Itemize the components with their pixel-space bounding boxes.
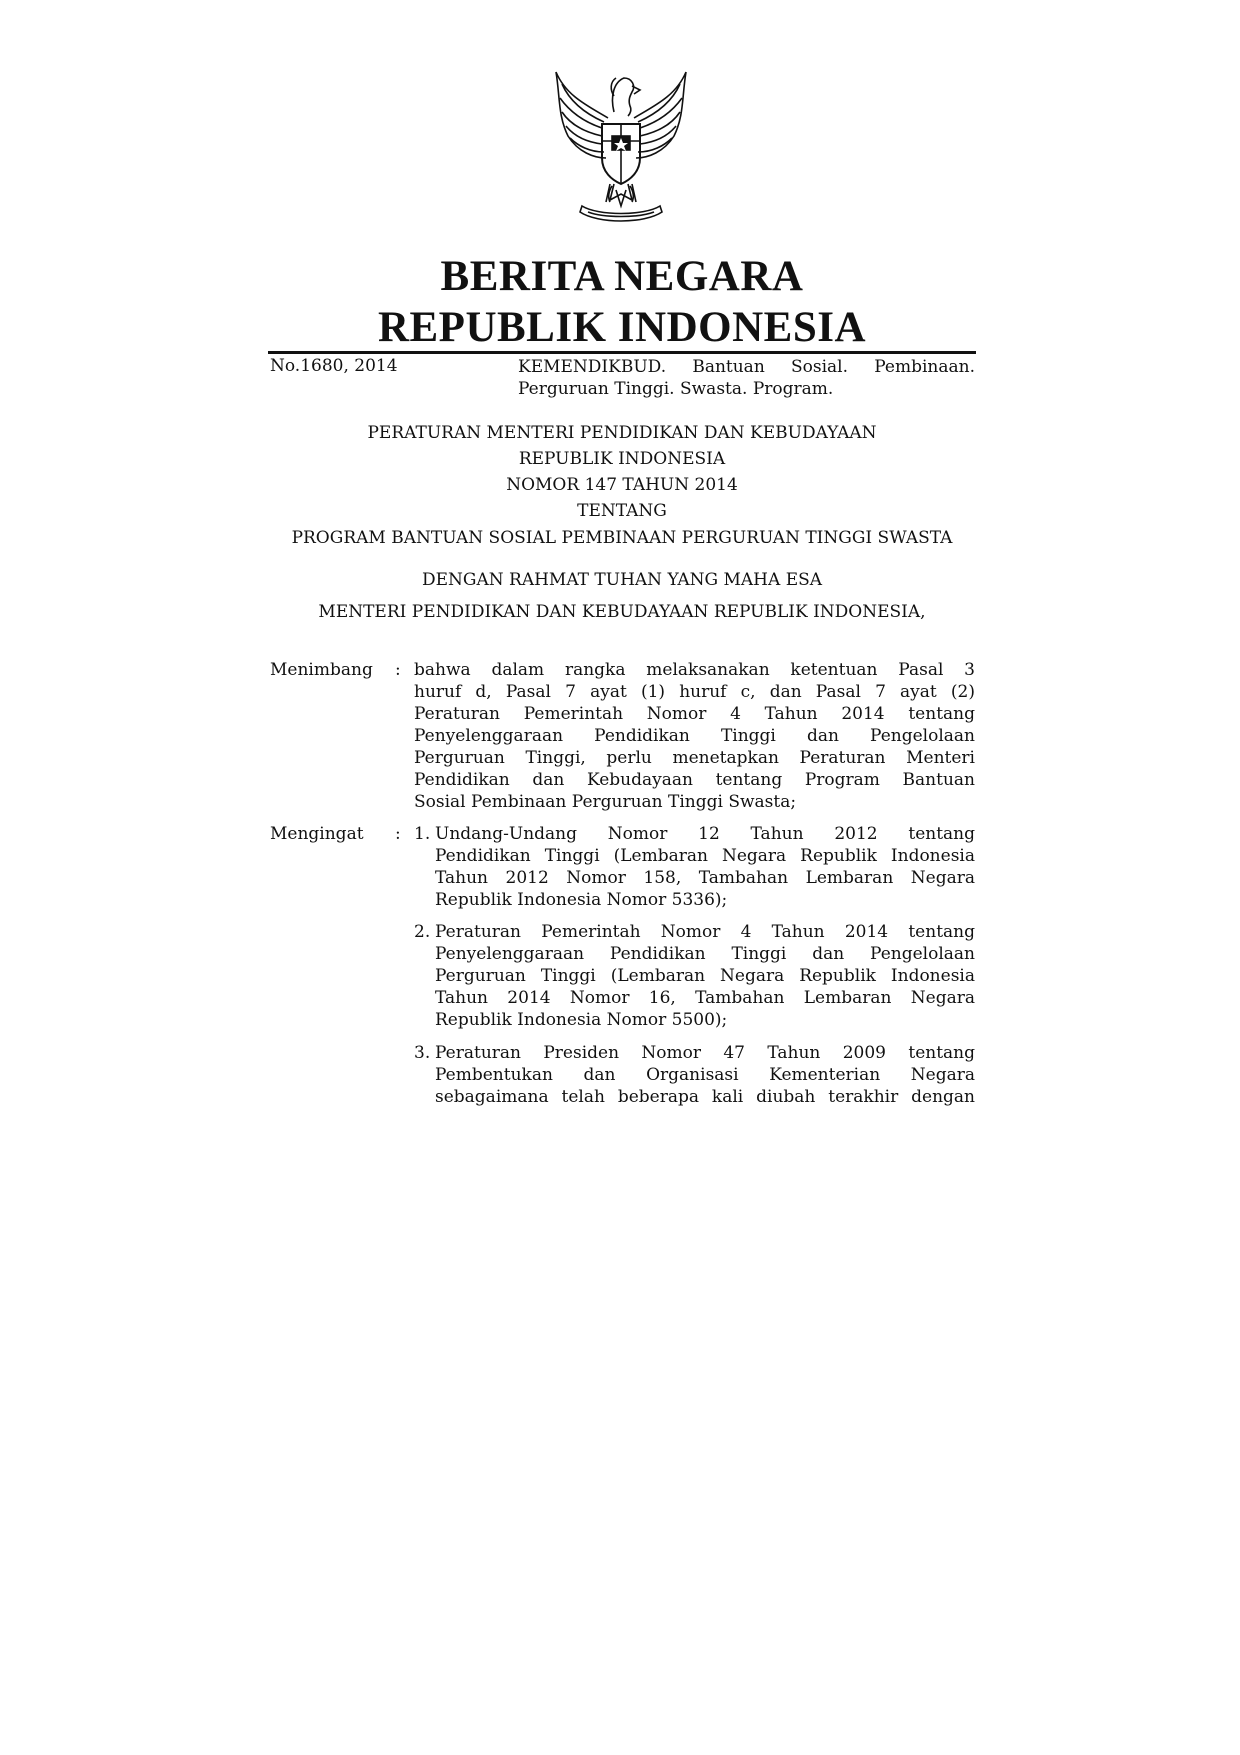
text-line: Penyelenggaraan Pendidikan Tinggi dan Pengelolaan bbox=[435, 944, 975, 964]
subject-line-2: Perguruan Tinggi. Swasta. Program. bbox=[518, 379, 834, 399]
list-item bbox=[435, 823, 975, 911]
text-line: Pembentukan dan Organisasi Kementerian Negara bbox=[435, 1065, 975, 1085]
invocation: DENGAN RAHMAT TUHAN YANG MAHA ESA bbox=[421, 570, 823, 590]
subject-line-1: KEMENDIKBUD. Bantuan Sosial. Pembinaan. bbox=[518, 357, 975, 377]
document-number: No.1680, 2014 bbox=[270, 356, 398, 376]
text-line: Undang-Undang Nomor 12 Tahun 2012 tentang bbox=[435, 824, 975, 844]
text-line: huruf d, Pasal 7 ayat (1) huruf c, dan Pasal 7 ayat (2) bbox=[414, 682, 975, 702]
masthead-divider bbox=[268, 351, 976, 354]
masthead-title: BERITA NEGARA bbox=[440, 253, 804, 300]
text-line: sebagaimana telah beberapa kali diubah terakhir dengan bbox=[435, 1087, 975, 1107]
text-line: Republik Indonesia Nomor 5500); bbox=[435, 1010, 728, 1030]
regulation-number: NOMOR 147 TAHUN 2014 bbox=[506, 475, 738, 495]
text-line: Peraturan Presiden Nomor 47 Tahun 2009 tentang bbox=[435, 1043, 975, 1063]
regulation-subject: PROGRAM BANTUAN SOSIAL PEMBINAAN PERGURUAN TINGGI SWASTA bbox=[291, 528, 953, 548]
text-line: bahwa dalam rangka melaksanakan ketentuan Pasal 3 bbox=[414, 660, 975, 680]
list-item-number: 1. bbox=[414, 824, 431, 844]
text-line: Pendidikan dan Kebudayaan tentang Program Bantuan bbox=[414, 770, 975, 790]
regulation-title-line: PERATURAN MENTERI PENDIDIKAN DAN KEBUDAYAAN bbox=[367, 423, 877, 443]
text-line: Perguruan Tinggi, perlu menetapkan Peraturan Menteri bbox=[414, 748, 975, 768]
issuer: MENTERI PENDIDIKAN DAN KEBUDAYAAN REPUBLIK INDONESIA, bbox=[318, 602, 926, 622]
list-item bbox=[435, 1042, 975, 1108]
text-line: Pendidikan Tinggi (Lembaran Negara Republik Indonesia bbox=[435, 846, 975, 866]
text-line: Peraturan Pemerintah Nomor 4 Tahun 2014 tentang bbox=[414, 704, 975, 724]
menimbang-colon: : bbox=[395, 660, 401, 680]
regulation-title-line: REPUBLIK INDONESIA bbox=[518, 449, 726, 469]
regulation-title-line: TENTANG bbox=[577, 501, 667, 521]
menimbang-text bbox=[414, 659, 975, 813]
mengingat-label: Mengingat bbox=[270, 824, 364, 844]
masthead-subtitle: REPUBLIK INDONESIA bbox=[377, 304, 867, 351]
mengingat-colon: : bbox=[395, 824, 401, 844]
text-line: Peraturan Pemerintah Nomor 4 Tahun 2014 tentang bbox=[435, 922, 975, 942]
text-line: Tahun 2014 Nomor 16, Tambahan Lembaran Negara bbox=[435, 988, 975, 1008]
text-line: Penyelenggaraan Pendidikan Tinggi dan Pengelolaan bbox=[414, 726, 975, 746]
text-line: Sosial Pembinaan Perguruan Tinggi Swasta; bbox=[414, 792, 797, 812]
list-item bbox=[435, 921, 975, 1031]
list-item-number: 3. bbox=[414, 1043, 431, 1063]
text-line: Republik Indonesia Nomor 5336); bbox=[435, 890, 728, 910]
text-line: Tahun 2012 Nomor 158, Tambahan Lembaran Negara bbox=[435, 868, 975, 888]
menimbang-label: Menimbang bbox=[270, 660, 373, 680]
list-item-number: 2. bbox=[414, 922, 431, 942]
text-line: Perguruan Tinggi (Lembaran Negara Republik Indonesia bbox=[435, 966, 975, 986]
garuda-pancasila-emblem-icon bbox=[548, 66, 694, 224]
